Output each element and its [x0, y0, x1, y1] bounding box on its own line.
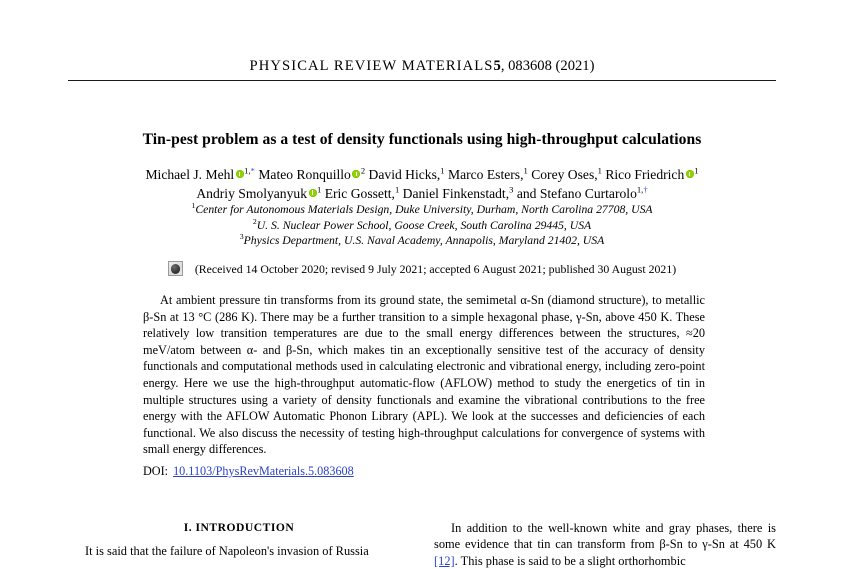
author-list: [72, 166, 772, 203]
affiliation: [72, 218, 772, 234]
author-line-1: [72, 166, 772, 185]
author-affiliation-marker: 1: [317, 183, 322, 194]
author-affiliation-marker: 1: [394, 183, 400, 194]
journal-name: PHYSICAL REVIEW MATERIALS: [249, 58, 494, 74]
affiliation-text: Physics Department, U.S. Naval Academy, Annapolis, Maryland 21402, USA: [243, 234, 605, 248]
affiliation: [72, 202, 772, 218]
crossmark-icon[interactable]: [168, 261, 183, 276]
author-affiliation-marker: 2: [360, 165, 366, 176]
journal-volume: 5: [493, 58, 501, 74]
author-name: Andriy Smolyanyuk: [196, 185, 307, 201]
affiliation: [72, 233, 772, 249]
doi-link[interactable]: 10.1103/PhysRevMaterials.5.083608: [173, 464, 354, 478]
author-name: Rico Friedrich: [605, 167, 685, 182]
right-text-after-ref: . This phase is said to be a slight orthorhombic: [454, 553, 686, 568]
author-affiliation-marker: 1: [440, 165, 445, 176]
orcid-icon[interactable]: [352, 170, 360, 178]
body-column-right: [434, 520, 776, 569]
author-affiliation-marker: 3: [509, 183, 514, 194]
right-text-before-ref: In addition to the well-known white and gray phases, there is some evidence that tin can transform from β-Sn to γ-Sn at 450 K: [434, 521, 776, 552]
author-footnote-marker[interactable]: †: [643, 183, 648, 194]
author-affiliation-marker: 1,†: [636, 183, 648, 194]
author-affiliation-marker: 1: [523, 165, 528, 176]
author-name: and Stefano Curtarolo: [516, 185, 637, 201]
affiliation-text: U. S. Nuclear Power School, Goose Creek, South Carolina 29445, USA: [256, 218, 592, 232]
author-name: Eric Gossett,: [324, 185, 395, 201]
author-line-2: [72, 185, 772, 204]
intro-paragraph: It is said that the failure of Napoleon's invasion of Russia: [85, 544, 369, 559]
affiliation-text: Center for Autonomous Materials Design, Duke University, Durham, North Carolina 27708, USA: [195, 203, 653, 216]
affiliation-marker: 3: [239, 232, 244, 242]
author-name: Corey Oses,: [531, 167, 598, 182]
orcid-icon[interactable]: [686, 170, 694, 178]
author-footnote-marker[interactable]: *: [250, 165, 255, 176]
section-heading-introduction: I. INTRODUCTION: [183, 521, 295, 534]
author-name: Mateo Ronquillo: [258, 167, 351, 182]
citation-link-12[interactable]: [12]: [434, 553, 455, 568]
doi-label: DOI:: [143, 464, 169, 478]
doi-row: [143, 464, 705, 479]
author-affiliation-marker: 1: [597, 165, 602, 176]
author-name: David Hicks,: [368, 167, 441, 182]
affiliation-marker: 2: [252, 216, 257, 226]
header-rule: [68, 80, 776, 81]
author-affiliation-marker: 1,*: [244, 165, 255, 176]
article-number: , 083608 (2021): [500, 58, 595, 74]
affiliation-marker: 1: [191, 201, 196, 211]
page-title: Tin-pest problem as a test of density functionals using high-throughput calculations: [142, 131, 702, 148]
author-name: Michael J. Mehl: [145, 167, 235, 182]
publication-dates-row: [72, 261, 772, 277]
running-head: [68, 58, 776, 75]
orcid-icon[interactable]: [309, 189, 317, 197]
right-column-paragraph: [434, 520, 776, 569]
affiliation-list: [72, 202, 772, 249]
author-name: Marco Esters,: [447, 167, 524, 182]
orcid-icon[interactable]: [236, 170, 244, 178]
abstract: At ambient pressure tin transforms from its ground state, the semimetal α-Sn (diamond structure), to metallic β-Sn at 13 °C (286 K). There may be a further transition to a simple hexagonal phase, γ-Sn, above 450 K. These relatively low transition temperatures are due to the small energy differences between the structures, ≈20 meV/atom between α- and β-Sn, which makes tin an exceptionally sensitive test of the accuracy of density functionals and computational methods used in calculating electronic and vibrational energy, including zero-point energy. Here we use the high-throughput automatic-flow (AFLOW) method to study the energetics of tin in multiple structures using a variety of density functionals and examine the vibrational contributions to the free energy with the AFLOW Automatic Phonon Library (APL). We look at the successes and deficiencies of each functional. We also discuss the necessity of testing high-throughput calculations for convergence of systems with small energy differences.: [143, 293, 705, 457]
body-column-left: [68, 520, 410, 560]
author-name: Daniel Finkenstadt,: [402, 185, 510, 201]
publication-dates: (Received 14 October 2020; revised 9 July 2021; accepted 6 August 2021; published 30 August 2021): [194, 262, 677, 276]
author-affiliation-marker: 1: [694, 165, 699, 176]
